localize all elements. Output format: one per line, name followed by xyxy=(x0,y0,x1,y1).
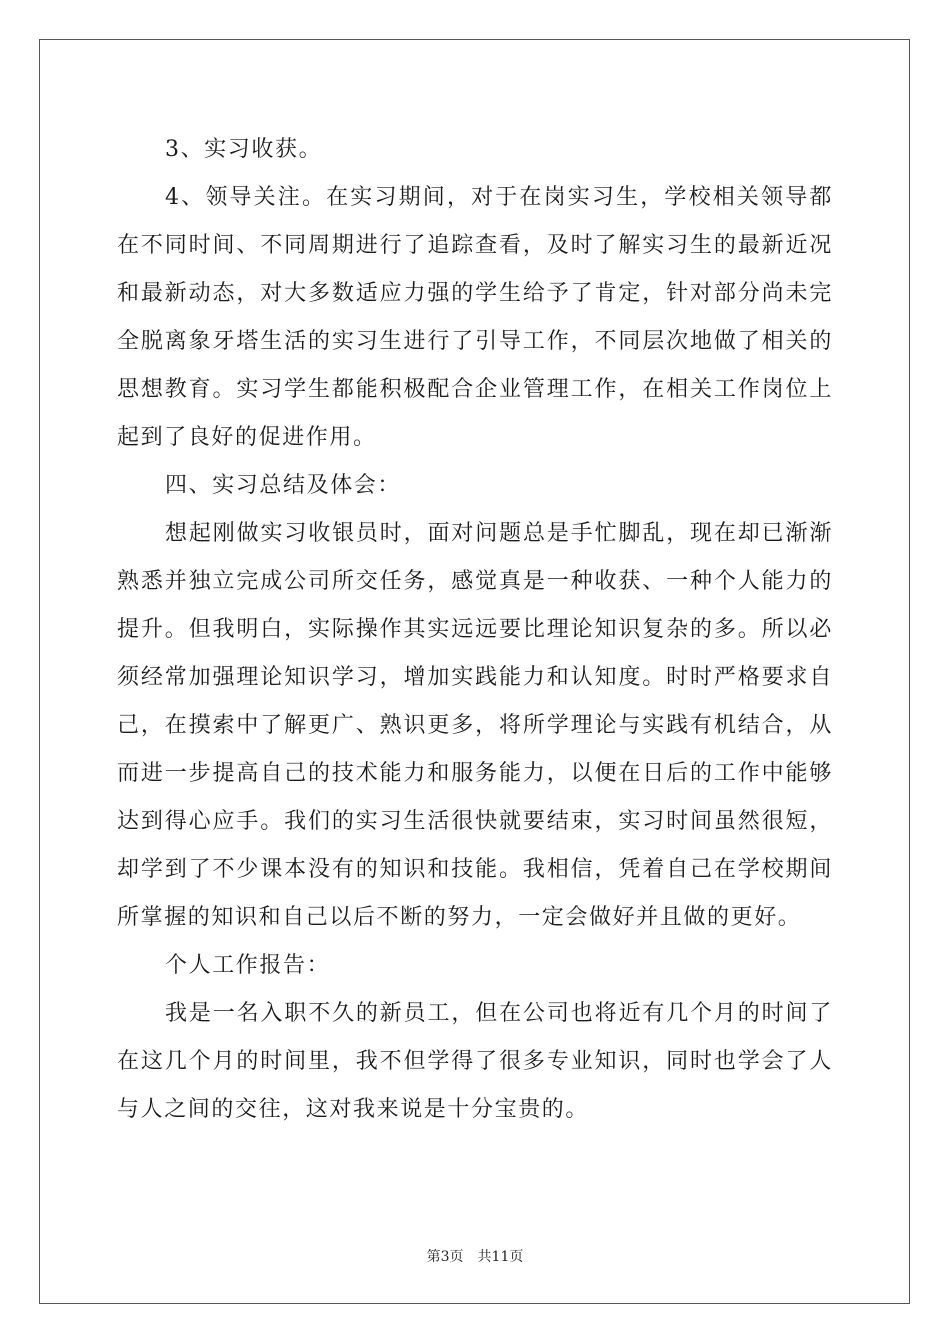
paragraph-work-report: 我是一名入职不久的新员工，但在公司也将近有几个月的时间了在这几个月的时间里，我不但学得了很多专业知识，同时也学会了人与人之间的交往，这对我来说是十分宝贵的。 xyxy=(117,1001,833,1122)
section-heading-work-report: 个人工作报告： xyxy=(165,953,331,978)
page-total: 共11页 xyxy=(477,1249,524,1265)
paragraph-internship-gains: 3、实习收获。 xyxy=(165,137,323,162)
section-heading-summary: 四、实习总结及体会： xyxy=(165,473,402,498)
paragraph-leadership-attention: 4、领导关注。在实习期间，对于在岗实习生，学校相关领导都在不同时间、不同周期进行了追踪查看，及时了解实习生的最新近况和最新动态，对大多数适应力强的学生给予了肯定，针对部分尚未完全脱离象牙塔生活的实习生进行了引导工作，不同层次地做了相关的思想教育。实习学生都能积极配合企业管理工作，在相关工作岗位上起到了良好的促进作用。 xyxy=(117,185,833,450)
page-number: 第3页 xyxy=(426,1249,464,1265)
paragraph-summary-reflection: 想起刚做实习收银员时，面对问题总是手忙脚乱，现在却已渐渐熟悉并独立完成公司所交任务，感觉真是一种收获、一种个人能力的提升。但我明白，实际操作其实远远要比理论知识复杂的多。所以必须经常加强理论知识学习，增加实践能力和认知度。时时严格要求自己，在摸索中了解更广、熟识更多，将所学理论与实践有机结合，从而进一步提高自己的技术能力和服务能力，以便在日后的工作中能够达到得心应手。我们的实习生活很快就要结束，实习时间虽然很短，却学到了不少课本没有的知识和技能。我相信，凭着自己在学校期间所掌握的知识和自己以后不断的努力，一定会做好并且做的更好。 xyxy=(117,521,833,930)
page-footer xyxy=(0,1246,950,1266)
document-body xyxy=(117,126,833,1134)
